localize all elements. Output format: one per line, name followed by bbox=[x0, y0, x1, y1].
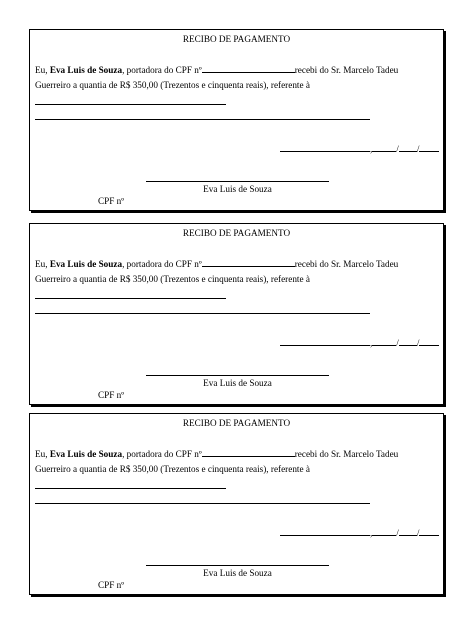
amount-line: Guerreiro a quantia de R$ 350,00 (Trezentos e cinquenta reais), referente à bbox=[35, 464, 310, 474]
intro-text: Eu, bbox=[35, 449, 50, 459]
year-blank[interactable] bbox=[416, 526, 439, 538]
signature-line[interactable] bbox=[146, 375, 329, 376]
signature-line[interactable] bbox=[146, 565, 329, 566]
received-from-text: recebi do Sr. Marcelo Tadeu bbox=[294, 259, 399, 269]
cpf-text: , portadora do CPF nº bbox=[122, 65, 202, 75]
city-blank[interactable] bbox=[280, 142, 373, 154]
reference-blank-1[interactable] bbox=[35, 488, 226, 489]
date-comma: , bbox=[370, 528, 373, 538]
date-slash-2: / bbox=[416, 528, 420, 538]
reference-blank-2[interactable] bbox=[35, 503, 370, 504]
received-from-text: recebi do Sr. Marcelo Tadeu bbox=[294, 65, 399, 75]
reference-blank-2[interactable] bbox=[35, 119, 370, 120]
payer-name: Eva Luis de Souza bbox=[49, 65, 123, 75]
reference-blank-1[interactable] bbox=[35, 104, 226, 105]
reference-blank-1[interactable] bbox=[35, 298, 226, 299]
date-line bbox=[280, 142, 439, 155]
year-blank[interactable] bbox=[416, 336, 439, 348]
amount-line: Guerreiro a quantia de R$ 350,00 (Trezentos e cinquenta reais), referente à bbox=[35, 274, 310, 284]
intro-text: Eu, bbox=[35, 65, 50, 75]
date-comma: , bbox=[370, 338, 373, 348]
receipt-title: RECIBO DE PAGAMENTO bbox=[182, 34, 291, 44]
signature-line[interactable] bbox=[146, 181, 329, 182]
reference-blank-2[interactable] bbox=[35, 313, 370, 314]
city-blank[interactable] bbox=[280, 336, 373, 348]
date-line bbox=[280, 526, 439, 539]
day-blank[interactable] bbox=[372, 142, 396, 152]
date-slash-1: / bbox=[396, 528, 399, 538]
cpf-blank[interactable] bbox=[202, 447, 295, 457]
cpf-text: , portadora do CPF nº bbox=[122, 449, 202, 459]
payer-name: Eva Luis de Souza bbox=[49, 449, 123, 459]
date-comma: , bbox=[370, 144, 373, 154]
receipt-line-payer bbox=[35, 257, 398, 270]
signature-name: Eva Luis de Souza bbox=[203, 378, 272, 388]
cpf-text: , portadora do CPF nº bbox=[122, 259, 202, 269]
receipt-3 bbox=[29, 413, 444, 595]
date-slash-1: / bbox=[396, 144, 399, 154]
cpf-label: CPF nº bbox=[98, 580, 125, 590]
intro-text: Eu, bbox=[35, 259, 50, 269]
receipt-title: RECIBO DE PAGAMENTO bbox=[182, 418, 291, 428]
month-blank[interactable] bbox=[399, 526, 417, 536]
signature-name: Eva Luis de Souza bbox=[203, 568, 272, 578]
receipt-title: RECIBO DE PAGAMENTO bbox=[182, 228, 291, 238]
date-slash-2: / bbox=[416, 144, 420, 154]
cpf-label: CPF nº bbox=[98, 390, 125, 400]
receipt-line-payer bbox=[35, 63, 398, 76]
month-blank[interactable] bbox=[399, 336, 417, 346]
cpf-label: CPF nº bbox=[98, 196, 125, 206]
signature-name: Eva Luis de Souza bbox=[203, 184, 272, 194]
cpf-blank[interactable] bbox=[202, 257, 295, 267]
receipt-1 bbox=[29, 29, 444, 211]
day-blank[interactable] bbox=[372, 526, 396, 536]
date-slash-1: / bbox=[396, 338, 399, 348]
received-from-text: recebi do Sr. Marcelo Tadeu bbox=[294, 449, 399, 459]
date-slash-2: / bbox=[416, 338, 420, 348]
day-blank[interactable] bbox=[372, 336, 396, 346]
receipt-line-payer bbox=[35, 447, 398, 460]
amount-line: Guerreiro a quantia de R$ 350,00 (Trezentos e cinquenta reais), referente à bbox=[35, 80, 310, 90]
receipt-2 bbox=[29, 223, 444, 405]
date-line bbox=[280, 336, 439, 349]
city-blank[interactable] bbox=[280, 526, 373, 538]
month-blank[interactable] bbox=[399, 142, 417, 152]
year-blank[interactable] bbox=[416, 142, 439, 154]
cpf-blank[interactable] bbox=[202, 63, 295, 73]
payer-name: Eva Luis de Souza bbox=[49, 259, 123, 269]
